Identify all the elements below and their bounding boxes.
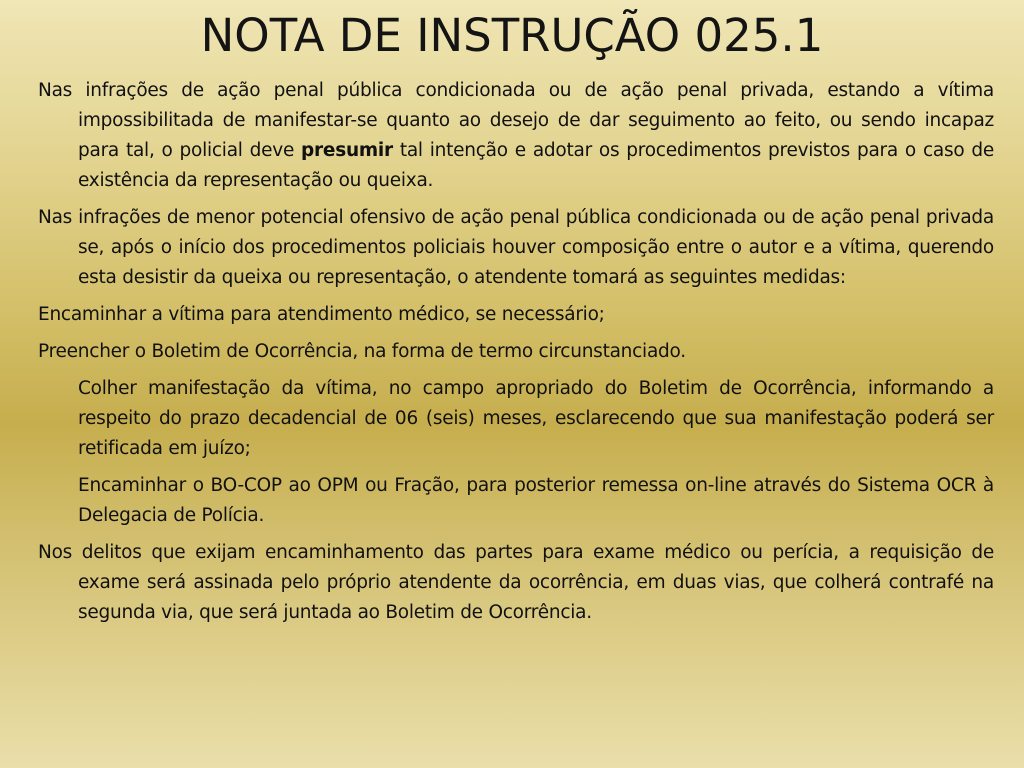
paragraph-presumption-text-before: Nas infrações de ação penal pública condicionada ou de ação penal privada, estando a vítima impossibilitada de manifestar-se quanto ao desejo de dar seguimento ao feito, ou sendo incapaz para tal, o policial deve	[38, 80, 994, 161]
paragraph-fill-report: Preencher o Boletim de Ocorrência, na forma de termo circunstanciado.	[38, 341, 686, 362]
slide-title: NOTA DE INSTRUÇÃO 025.1	[200, 9, 824, 62]
paragraph-exam-request: Nos delitos que exijam encaminhamento das partes para exame médico ou perícia, a requisição de exame será assinada pelo próprio atendente da ocorrência, em duas vias, que colherá contrafé na segunda via, que será juntada ao Boletim de Ocorrência.	[38, 542, 994, 623]
paragraph-presumption	[38, 76, 994, 196]
paragraph-presumption-text-after: tal intenção e adotar os procedimentos previstos para o caso de existência da representação ou queixa.	[78, 140, 994, 191]
paragraph-forward-report: Encaminhar o BO-COP ao OPM ou Fração, para posterior remessa on-line através do Sistema OCR à Delegacia de Polícia.	[78, 475, 994, 526]
slide-body	[38, 76, 994, 635]
paragraph-minor-offense: Nas infrações de menor potencial ofensivo de ação penal pública condicionada ou de ação penal privada se, após o início dos procedimentos policiais houver composição entre o autor e a vítima, querendo esta desistir da queixa ou representação, o atendente tomará as seguintes medidas:	[38, 207, 994, 288]
paragraph-presumption-bold-word: presumir	[301, 140, 393, 161]
paragraph-collect-statement: Colher manifestação da vítima, no campo apropriado do Boletim de Ocorrência, informando a respeito do prazo decadencial de 06 (seis) meses, esclarecendo que sua manifestação poderá ser retificada em juízo;	[78, 378, 994, 459]
paragraph-medical-referral: Encaminhar a vítima para atendimento médico, se necessário;	[38, 304, 605, 325]
